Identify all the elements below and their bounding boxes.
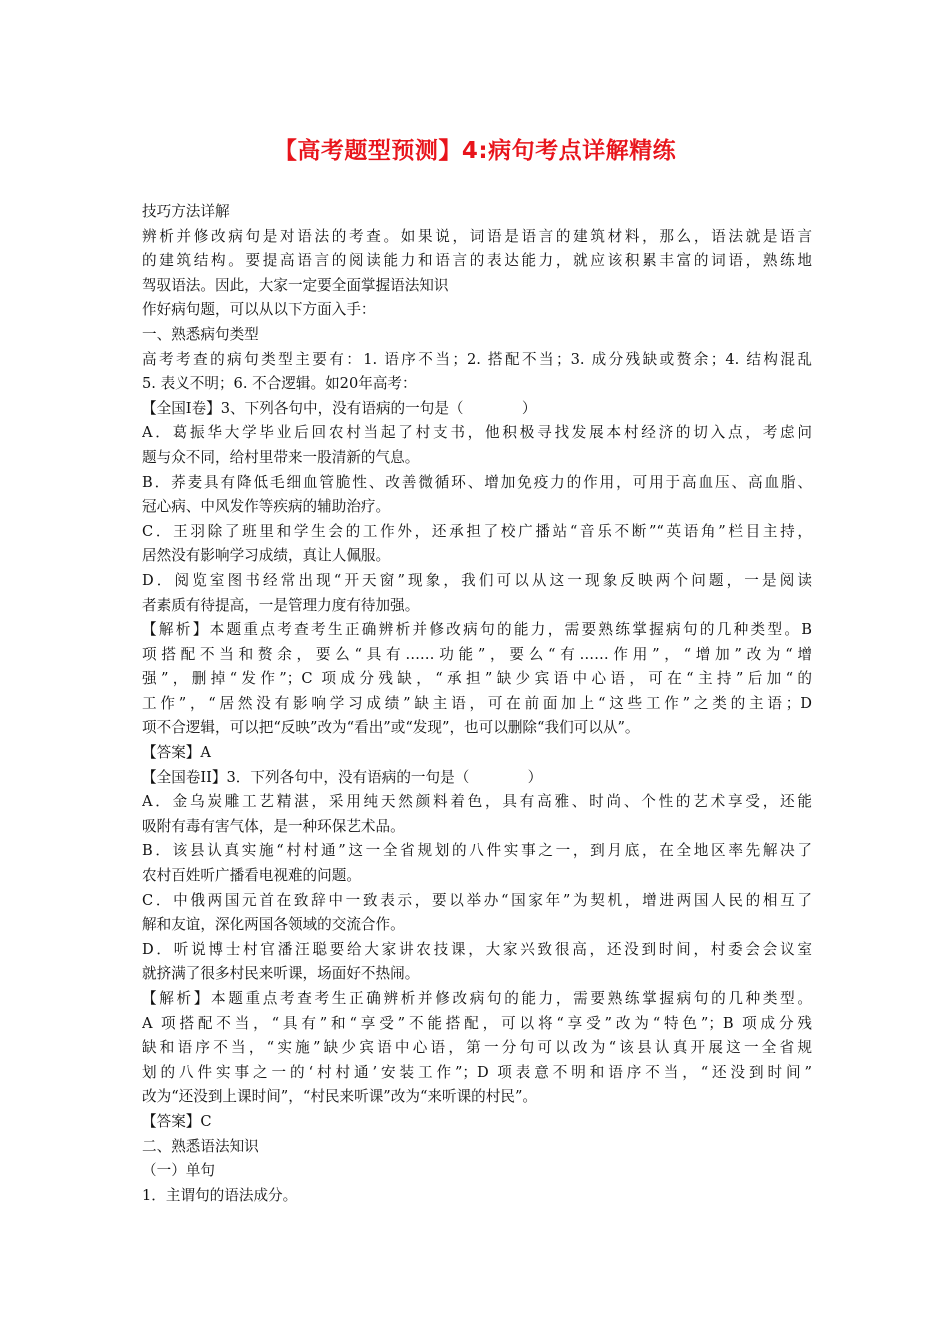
text-line: 【全国卷II】3．下列各句中，没有语病的一句是（ ） — [142, 768, 543, 786]
text-line: 一、熟悉病句类型 — [142, 325, 259, 343]
text-line: 者素质有待提高，一是管理力度有待加强。 — [142, 596, 420, 614]
document-title: 【高考题型预测】4:病句考点详解精练 — [273, 138, 677, 164]
text-line: A．葛振华大学毕业后回农村当起了村支书，他积极寻找发展本村经济的切入点，考虑问 — [142, 424, 812, 442]
text-line: 【解析】本题重点考查考生正确辨析并修改病句的能力，需要熟练掌握病句的几种类型。 — [142, 990, 812, 1007]
text-line: D．阅览室图书经常出现“开天窗”现象，我们可以从这一现象反映两个问题，一是阅读 — [142, 571, 812, 589]
text-line: 项搭配不当和赘余，要么“具有……功能”，要么“有……作用”，“增加”改为“增 — [142, 645, 812, 663]
text-line: 就挤满了很多村民来听课，场面好不热闹。 — [142, 965, 420, 983]
text-line: C．王羽除了班里和学生会的工作外，还承担了校广播站“音乐不断”“英语角”栏目主持， — [142, 522, 812, 540]
text-line: 题与众不同，给村里带来一股清新的气息。 — [142, 448, 420, 466]
text-line: 居然没有影响学习成绩，真让人佩服。 — [142, 547, 391, 565]
document-body — [142, 200, 812, 1208]
text-line: 吸附有毒有害气体，是一种环保艺术品。 — [142, 817, 405, 835]
text-line: 5. 表义不明；6. 不合逻辑。如20年高考： — [142, 375, 417, 393]
text-line: 冠心病、中风发作等疾病的辅助治疗。 — [142, 498, 391, 516]
text-line: 【答案】A — [142, 744, 211, 762]
text-line: 二、熟悉语法知识 — [142, 1137, 259, 1155]
text-line: 技巧方法详解 — [142, 203, 230, 220]
text-line: 高考考查的病句类型主要有：1. 语序不当；2. 搭配不当；3. 成分残缺或赘余；4. 结构混乱 — [142, 350, 812, 368]
text-line: 的建筑结构。要提高语言的阅读能力和语言的表达能力，就应该积累丰富的词语，熟练地 — [142, 252, 812, 270]
text-line: A 项搭配不当，“具有”和“享受”不能搭配，可以将“享受”改为“特色”；B 项成分残 — [142, 1014, 812, 1032]
text-line: 强”，删掉“发作”；C 项成分残缺，“承担”缺少宾语中心语，可在“主持”后加“的 — [142, 670, 812, 688]
text-line: 划的八件实事之一的‘村村通’安装工作”；D 项表意不明和语序不当，“还没到时间” — [142, 1063, 812, 1081]
text-line: D．听说博士村官潘汪聪要给大家讲农技课，大家兴致很高，还没到时间，村委会会议室 — [142, 940, 812, 958]
text-line: 农村百姓听广播看电视难的问题。 — [142, 867, 361, 885]
text-line: B．该县认真实施“村村通”这一全省规划的八件实事之一，到月底，在全地区率先解决了 — [142, 842, 812, 860]
text-line: 缺和语序不当，“实施”缺少宾语中心语，第一分句可以改为“该县认真开展这一全省规 — [142, 1039, 812, 1057]
text-line: C．中俄两国元首在致辞中一致表示，要以举办“国家年”为契机，增进两国人民的相互了 — [142, 891, 812, 909]
text-line: A．金乌炭雕工艺精湛，采用纯天然颜料着色，具有高雅、时尚、个性的艺术享受，还能 — [142, 793, 812, 811]
text-line: 项不合逻辑，可以把“反映”改为“看出”或“发现”，也可以删除“我们可以从”。 — [142, 719, 640, 737]
text-line: B．荞麦具有降低毛细血管脆性、改善微循环、增加免疫力的作用，可用于高血压、高血脂、 — [142, 473, 812, 491]
text-line: 作好病句题，可以从以下方面入手： — [142, 301, 376, 319]
text-line: 驾驭语法。因此，大家一定要全面掌握语法知识 — [142, 276, 449, 294]
text-line: 工作”，“居然没有影响学习成绩”缺主语，可在前面加上“这些工作”之类的主语；D — [142, 694, 812, 712]
text-line: 【答案】C — [142, 1112, 212, 1130]
text-line: 【全国Ⅰ卷】3、下列各句中，没有语病的一句是（ ） — [142, 399, 537, 417]
text-line: 【解析】本题重点考查考生正确辨析并修改病句的能力，需要熟练掌握病句的几种类型。B — [142, 621, 812, 639]
text-line: 解和友谊，深化两国各领域的交流合作。 — [142, 916, 405, 934]
text-line: 1．主谓句的语法成分。 — [142, 1186, 298, 1204]
text-line: （一）单句 — [142, 1162, 215, 1180]
text-line: 辨析并修改病句是对语法的考查。如果说，词语是语言的建筑材料，那么，语法就是语言 — [142, 227, 812, 245]
text-line: 改为“还没到上课时间”，“村民来听课”改为“来听课的村民”。 — [142, 1088, 538, 1106]
